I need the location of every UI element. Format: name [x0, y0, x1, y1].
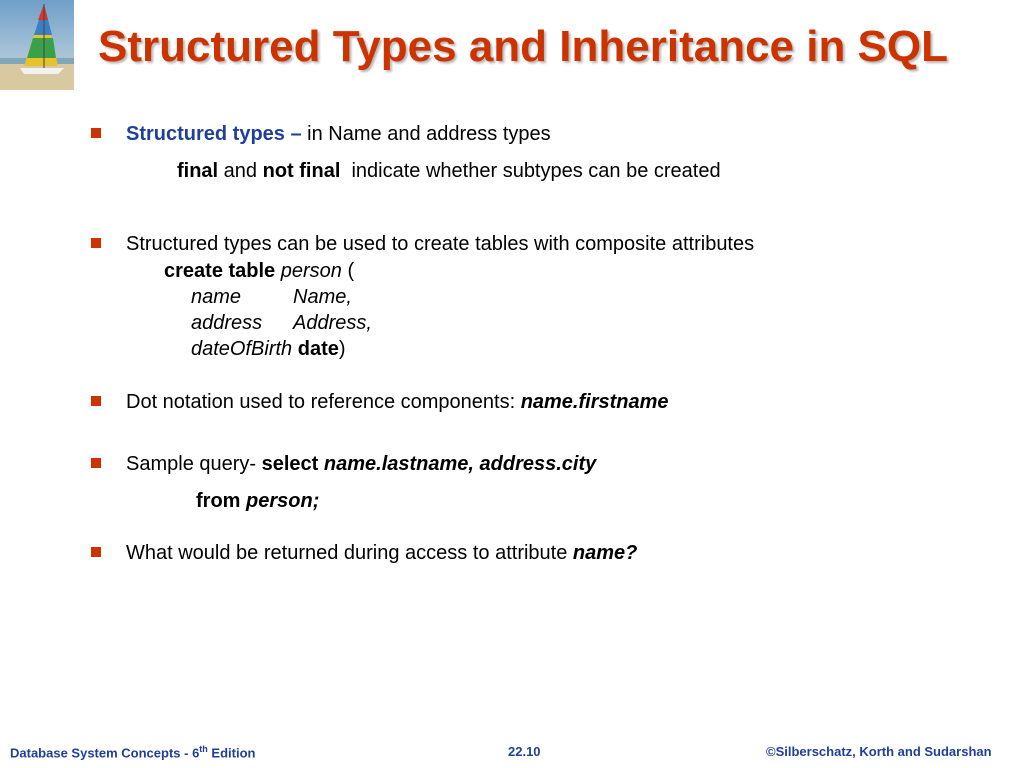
sailboat-logo [0, 0, 74, 90]
column-name: name [191, 286, 242, 308]
keyword-from: from [196, 490, 241, 512]
from-list: person; [246, 490, 320, 512]
final-line [177, 159, 721, 183]
slide-title: Structured Types and Inheritance in SQL [98, 22, 949, 71]
bullet-marker [91, 458, 101, 468]
column-name: dateOfBirth [191, 338, 293, 360]
dot-notation-example: name.firstname [520, 391, 669, 413]
bullet-composite-attributes: Structured types can be used to create tables with composite attributes [126, 233, 755, 255]
bullet-dot-notation [126, 390, 669, 414]
footer-copyright: ©Silberschatz, Korth and Sudarshan [766, 744, 992, 759]
bullet-text: Dot notation used to reference components: [126, 391, 521, 413]
bullet-text: in Name and address types [301, 123, 551, 145]
keyword-select: select [261, 453, 319, 475]
footer-book-title [10, 744, 255, 760]
keyword-not-final: not final [262, 160, 341, 182]
footer-slide-number: 22.10 [508, 744, 541, 759]
bullet-structured-types [126, 122, 551, 146]
structured-types-label: Structured types – [126, 123, 302, 145]
text-and: and [218, 160, 263, 182]
select-list: name.lastname, address.city [323, 453, 597, 475]
create-table-line [164, 259, 354, 283]
column-name: address [191, 312, 263, 334]
bullet-marker [91, 128, 101, 138]
keyword-final: final [177, 160, 219, 182]
footer-edition-sup: th [199, 744, 208, 754]
open-paren: ( [341, 260, 355, 282]
question-attribute: name? [572, 542, 638, 564]
column-type: Name, [293, 286, 352, 308]
from-line [196, 489, 319, 513]
bullet-sample-query [126, 452, 596, 476]
bullet-marker [91, 547, 101, 557]
close-paren: ) [338, 338, 346, 360]
last-column-line [191, 337, 346, 361]
bullet-question [126, 541, 637, 565]
bullet-marker [91, 396, 101, 406]
bullet-text: What would be returned during access to attribute [126, 542, 573, 564]
keyword-date: date [297, 338, 339, 360]
column-type: Address, [293, 312, 372, 334]
footer-book-name: Database System Concepts - 6 [10, 745, 200, 761]
keyword-create-table: create table [164, 260, 276, 282]
final-description: indicate whether subtypes can be created [340, 160, 721, 182]
footer-edition: Edition [207, 745, 256, 761]
bullet-text: Sample query- [126, 453, 262, 475]
bullet-marker [91, 238, 101, 248]
table-name: person [280, 260, 342, 282]
